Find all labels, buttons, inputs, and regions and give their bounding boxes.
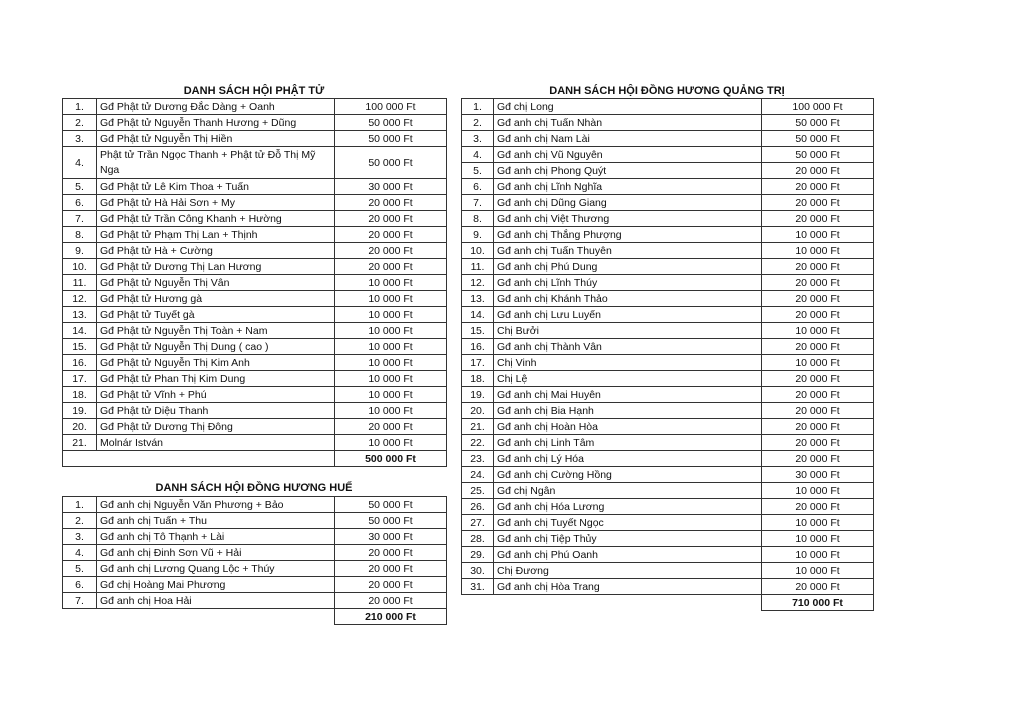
row-number: 20.	[462, 403, 494, 419]
donor-name: Gđ chị Long	[494, 99, 762, 115]
donor-name: Gđ anh chị Thắng Phượng	[494, 227, 762, 243]
table-row	[63, 243, 447, 259]
donor-name: Gđ anh chị Phú Oanh	[494, 547, 762, 563]
table-row	[63, 147, 447, 179]
row-number: 3.	[63, 529, 97, 545]
donation-amount: 100 000 Ft	[762, 99, 874, 115]
donor-name: Gđ anh chị Hòa Trang	[494, 579, 762, 595]
donor-name: Gđ anh chị Nam Lài	[494, 131, 762, 147]
row-number: 6.	[63, 577, 97, 593]
row-number: 21.	[63, 435, 97, 451]
donation-amount: 10 000 Ft	[335, 371, 447, 387]
row-number: 24.	[462, 467, 494, 483]
donation-amount: 10 000 Ft	[762, 547, 874, 563]
table-row	[63, 179, 447, 195]
donation-amount: 10 000 Ft	[335, 275, 447, 291]
donor-name: Gđ anh chị Mai Huyên	[494, 387, 762, 403]
row-number: 22.	[462, 435, 494, 451]
row-number: 11.	[462, 259, 494, 275]
table-row	[462, 483, 874, 499]
total-amount: 210 000 Ft	[335, 609, 447, 625]
donation-amount: 50 000 Ft	[335, 147, 447, 179]
donor-name: Gđ anh chị Tiệp Thủy	[494, 531, 762, 547]
left-table-body	[63, 99, 447, 467]
donation-amount: 20 000 Ft	[762, 195, 874, 211]
table-row	[462, 339, 874, 355]
total-blank-cell	[63, 451, 335, 467]
row-number: 16.	[462, 339, 494, 355]
row-number: 14.	[462, 307, 494, 323]
row-number: 8.	[462, 211, 494, 227]
donor-name: Phật tử Trần Ngọc Thanh + Phật tử Đỗ Thị Mỹ Nga	[97, 147, 335, 179]
row-number: 29.	[462, 547, 494, 563]
total-blank-cell	[63, 609, 335, 625]
table-row	[63, 387, 447, 403]
left-table-wrap	[62, 98, 447, 467]
table-row	[462, 403, 874, 419]
row-number: 28.	[462, 531, 494, 547]
total-row	[63, 451, 447, 467]
donation-amount: 10 000 Ft	[762, 563, 874, 579]
hue-table-wrap	[62, 496, 447, 625]
left-table-title: DANH SÁCH HỘI PHẬT TỬ	[183, 85, 325, 97]
table-row	[63, 259, 447, 275]
donation-amount: 20 000 Ft	[762, 451, 874, 467]
donor-name: Gđ anh chị Lương Quang Lộc + Thúy	[97, 561, 335, 577]
donor-name: Gđ anh chị Tuấn Nhàn	[494, 115, 762, 131]
donor-name: Gđ chị Ngân	[494, 483, 762, 499]
row-number: 30.	[462, 563, 494, 579]
row-number: 2.	[63, 115, 97, 131]
donor-name: Gđ Phật tử Dương Thị Lan Hương	[97, 259, 335, 275]
table-row	[63, 403, 447, 419]
donor-name: Gđ chị Hoàng Mai Phương	[97, 577, 335, 593]
table-row	[63, 545, 447, 561]
row-number: 4.	[462, 147, 494, 163]
donor-name: Gđ Phật tử Phạm Thị Lan + Thịnh	[97, 227, 335, 243]
table-row	[462, 211, 874, 227]
donor-name: Gđ anh chị Tuấn Thuyên	[494, 243, 762, 259]
donation-amount: 20 000 Ft	[762, 211, 874, 227]
row-number: 17.	[63, 371, 97, 387]
table-row	[63, 593, 447, 609]
donation-amount: 20 000 Ft	[762, 259, 874, 275]
row-number: 10.	[462, 243, 494, 259]
donation-amount: 20 000 Ft	[762, 387, 874, 403]
row-number: 17.	[462, 355, 494, 371]
right-table	[461, 98, 874, 611]
row-number: 25.	[462, 483, 494, 499]
row-number: 1.	[63, 497, 97, 513]
table-row	[63, 577, 447, 593]
table-row	[462, 563, 874, 579]
table-row	[63, 323, 447, 339]
table-row	[63, 497, 447, 513]
table-row	[462, 387, 874, 403]
donation-amount: 10 000 Ft	[335, 435, 447, 451]
row-number: 21.	[462, 419, 494, 435]
row-number: 19.	[63, 403, 97, 419]
table-row	[63, 227, 447, 243]
row-number: 19.	[462, 387, 494, 403]
donation-amount: 10 000 Ft	[762, 243, 874, 259]
donation-amount: 10 000 Ft	[762, 531, 874, 547]
hue-table	[62, 496, 447, 625]
donation-amount: 100 000 Ft	[335, 99, 447, 115]
table-row	[462, 227, 874, 243]
donation-amount: 50 000 Ft	[762, 147, 874, 163]
row-number: 7.	[63, 593, 97, 609]
donor-name: Gđ Phật tử Diệu Thanh	[97, 403, 335, 419]
donation-amount: 10 000 Ft	[335, 291, 447, 307]
row-number: 18.	[63, 387, 97, 403]
donor-name: Chị Bưởi	[494, 323, 762, 339]
donation-amount: 30 000 Ft	[335, 179, 447, 195]
donation-amount: 10 000 Ft	[762, 515, 874, 531]
donor-name: Gđ Phật tử Phan Thị Kim Dung	[97, 371, 335, 387]
donation-amount: 20 000 Ft	[762, 499, 874, 515]
row-number: 20.	[63, 419, 97, 435]
table-row	[462, 115, 874, 131]
hue-table-title: DANH SÁCH HỘI ĐỒNG HƯƠNG HUẾ	[155, 482, 353, 494]
row-number: 10.	[63, 259, 97, 275]
donor-name: Gđ Phật tử Hà Hải Sơn + My	[97, 195, 335, 211]
donation-amount: 30 000 Ft	[335, 529, 447, 545]
row-number: 3.	[63, 131, 97, 147]
donor-name: Gđ anh chị Phú Dung	[494, 259, 762, 275]
table-row	[462, 147, 874, 163]
table-row	[462, 195, 874, 211]
donation-amount: 50 000 Ft	[335, 131, 447, 147]
row-number: 5.	[63, 561, 97, 577]
table-row	[462, 451, 874, 467]
donation-amount: 20 000 Ft	[762, 307, 874, 323]
table-row	[63, 561, 447, 577]
donor-name: Gđ anh chị Hoa Hải	[97, 593, 335, 609]
row-number: 12.	[462, 275, 494, 291]
table-row	[462, 179, 874, 195]
table-row	[63, 513, 447, 529]
table-row	[63, 195, 447, 211]
donor-name: Gđ Phật tử Nguyễn Thị Kim Anh	[97, 355, 335, 371]
donation-amount: 20 000 Ft	[762, 371, 874, 387]
donor-name: Gđ Phật tử Nguyễn Thị Dung ( cao )	[97, 339, 335, 355]
donor-name: Gđ Phật tử Lê Kim Thoa + Tuấn	[97, 179, 335, 195]
donor-name: Gđ anh chị Vũ Nguyên	[494, 147, 762, 163]
table-row	[462, 323, 874, 339]
donation-amount: 10 000 Ft	[762, 355, 874, 371]
row-number: 15.	[462, 323, 494, 339]
donor-name: Gđ anh chị Lĩnh Thúy	[494, 275, 762, 291]
donation-amount: 20 000 Ft	[762, 403, 874, 419]
table-row	[462, 515, 874, 531]
row-number: 7.	[63, 211, 97, 227]
donor-name: Gđ anh chị Thành Vân	[494, 339, 762, 355]
donor-name: Gđ anh chị Tô Thạnh + Lài	[97, 529, 335, 545]
donor-name: Gđ anh chị Hoàn Hòa	[494, 419, 762, 435]
table-row	[63, 435, 447, 451]
row-number: 13.	[63, 307, 97, 323]
donor-name: Gđ anh chị Lưu Luyến	[494, 307, 762, 323]
donor-name: Gđ Phật tử Nguyễn Thị Toàn + Nam	[97, 323, 335, 339]
donation-amount: 20 000 Ft	[762, 579, 874, 595]
donation-amount: 10 000 Ft	[335, 355, 447, 371]
table-row	[462, 579, 874, 595]
table-row	[462, 291, 874, 307]
table-row	[462, 499, 874, 515]
donation-amount: 20 000 Ft	[335, 419, 447, 435]
table-row	[63, 371, 447, 387]
donation-amount: 20 000 Ft	[335, 593, 447, 609]
table-row	[462, 435, 874, 451]
donor-name: Gđ Phật tử Nguyễn Thanh Hương + Dũng	[97, 115, 335, 131]
donor-name: Gđ anh chị Lý Hóa	[494, 451, 762, 467]
right-table-title: DANH SÁCH HỘI ĐỒNG HƯƠNG QUẢNG TRỊ	[549, 85, 785, 97]
table-row	[462, 131, 874, 147]
table-row	[462, 531, 874, 547]
donor-name: Gđ Phật tử Vĩnh + Phú	[97, 387, 335, 403]
table-row	[63, 339, 447, 355]
donation-amount: 50 000 Ft	[762, 115, 874, 131]
donation-amount: 10 000 Ft	[335, 387, 447, 403]
row-number: 4.	[63, 545, 97, 561]
donation-amount: 20 000 Ft	[335, 577, 447, 593]
donation-amount: 20 000 Ft	[762, 419, 874, 435]
donation-amount: 20 000 Ft	[762, 339, 874, 355]
table-row	[63, 211, 447, 227]
table-row	[63, 419, 447, 435]
row-number: 11.	[63, 275, 97, 291]
donor-name: Gđ Phật tử Dương Thị Đông	[97, 419, 335, 435]
donation-amount: 10 000 Ft	[762, 483, 874, 499]
donor-name: Gđ anh chị Lĩnh Nghĩa	[494, 179, 762, 195]
donor-name: Gđ anh chị Linh Tâm	[494, 435, 762, 451]
donor-name: Gđ anh chị Dũng Giang	[494, 195, 762, 211]
table-row	[63, 529, 447, 545]
table-row	[462, 163, 874, 179]
row-number: 6.	[462, 179, 494, 195]
donation-amount: 20 000 Ft	[762, 291, 874, 307]
row-number: 5.	[63, 179, 97, 195]
table-row	[462, 307, 874, 323]
row-number: 16.	[63, 355, 97, 371]
right-table-wrap	[461, 98, 874, 611]
table-row	[63, 99, 447, 115]
donation-amount: 20 000 Ft	[335, 561, 447, 577]
donor-name: Chị Vinh	[494, 355, 762, 371]
donation-amount: 20 000 Ft	[762, 435, 874, 451]
total-row	[63, 609, 447, 625]
table-row	[462, 371, 874, 387]
row-number: 31.	[462, 579, 494, 595]
donor-name: Gđ anh chị Đinh Sơn Vũ + Hải	[97, 545, 335, 561]
row-number: 27.	[462, 515, 494, 531]
donation-amount: 20 000 Ft	[335, 259, 447, 275]
table-row	[462, 547, 874, 563]
donor-name: Gđ Phật tử Hà + Cường	[97, 243, 335, 259]
donation-amount: 20 000 Ft	[762, 163, 874, 179]
donor-name: Gđ anh chị Bia Hạnh	[494, 403, 762, 419]
donor-name: Gđ anh chị Hóa Lương	[494, 499, 762, 515]
row-number: 26.	[462, 499, 494, 515]
row-number: 2.	[462, 115, 494, 131]
row-number: 3.	[462, 131, 494, 147]
donor-name: Gđ Phật tử Nguyễn Thị Hiền	[97, 131, 335, 147]
total-amount: 500 000 Ft	[335, 451, 447, 467]
row-number: 9.	[462, 227, 494, 243]
donation-amount: 20 000 Ft	[762, 275, 874, 291]
donor-name: Molnár István	[97, 435, 335, 451]
row-number: 9.	[63, 243, 97, 259]
row-number: 23.	[462, 451, 494, 467]
donor-name: Gđ anh chị Tuyết Ngọc	[494, 515, 762, 531]
table-row	[462, 275, 874, 291]
row-number: 14.	[63, 323, 97, 339]
row-number: 1.	[462, 99, 494, 115]
table-row	[462, 259, 874, 275]
donation-amount: 50 000 Ft	[335, 497, 447, 513]
row-number: 8.	[63, 227, 97, 243]
donation-amount: 10 000 Ft	[762, 323, 874, 339]
donation-amount: 20 000 Ft	[335, 227, 447, 243]
donation-amount: 20 000 Ft	[335, 195, 447, 211]
donation-amount: 10 000 Ft	[335, 307, 447, 323]
total-amount: 710 000 Ft	[762, 595, 874, 611]
table-row	[63, 275, 447, 291]
row-number: 4.	[63, 147, 97, 179]
donation-amount: 20 000 Ft	[335, 211, 447, 227]
donor-name: Gđ anh chị Tuấn + Thu	[97, 513, 335, 529]
table-row	[462, 243, 874, 259]
donation-amount: 50 000 Ft	[762, 131, 874, 147]
row-number: 5.	[462, 163, 494, 179]
row-number: 2.	[63, 513, 97, 529]
donation-amount: 10 000 Ft	[335, 339, 447, 355]
row-number: 15.	[63, 339, 97, 355]
table-row	[63, 115, 447, 131]
left-table	[62, 98, 447, 467]
row-number: 18.	[462, 371, 494, 387]
donation-amount: 10 000 Ft	[335, 403, 447, 419]
table-row	[462, 355, 874, 371]
donation-amount: 10 000 Ft	[335, 323, 447, 339]
donation-amount: 50 000 Ft	[335, 115, 447, 131]
donor-name: Gđ anh chị Việt Thương	[494, 211, 762, 227]
donation-amount: 30 000 Ft	[762, 467, 874, 483]
hue-table-body	[63, 497, 447, 625]
row-number: 1.	[63, 99, 97, 115]
donor-name: Chị Đương	[494, 563, 762, 579]
donor-name: Gđ Phật tử Dương Đắc Dàng + Oanh	[97, 99, 335, 115]
donor-name: Gđ Phật tử Trần Công Khanh + Hường	[97, 211, 335, 227]
donor-name: Gđ anh chị Phong Quýt	[494, 163, 762, 179]
donor-name: Gđ Phật tử Hương gà	[97, 291, 335, 307]
row-number: 13.	[462, 291, 494, 307]
right-table-body	[462, 99, 874, 611]
table-row	[462, 99, 874, 115]
donor-name: Gđ Phật tử Tuyết gà	[97, 307, 335, 323]
row-number: 7.	[462, 195, 494, 211]
total-row	[462, 595, 874, 611]
table-row	[63, 307, 447, 323]
row-number: 6.	[63, 195, 97, 211]
donor-name: Gđ anh chị Nguyễn Văn Phương + Bảo	[97, 497, 335, 513]
total-blank-cell	[462, 595, 762, 611]
table-row	[63, 131, 447, 147]
row-number: 12.	[63, 291, 97, 307]
donation-amount: 50 000 Ft	[335, 513, 447, 529]
donation-amount: 20 000 Ft	[335, 545, 447, 561]
donor-name: Gđ anh chị Cường Hồng	[494, 467, 762, 483]
donation-amount: 20 000 Ft	[762, 179, 874, 195]
donor-name: Gđ anh chị Khánh Thảo	[494, 291, 762, 307]
donation-amount: 10 000 Ft	[762, 227, 874, 243]
table-row	[63, 355, 447, 371]
donor-name: Chị Lệ	[494, 371, 762, 387]
donor-name: Gđ Phật tử Nguyễn Thị Vân	[97, 275, 335, 291]
table-row	[63, 291, 447, 307]
table-row	[462, 467, 874, 483]
table-row	[462, 419, 874, 435]
donation-amount: 20 000 Ft	[335, 243, 447, 259]
